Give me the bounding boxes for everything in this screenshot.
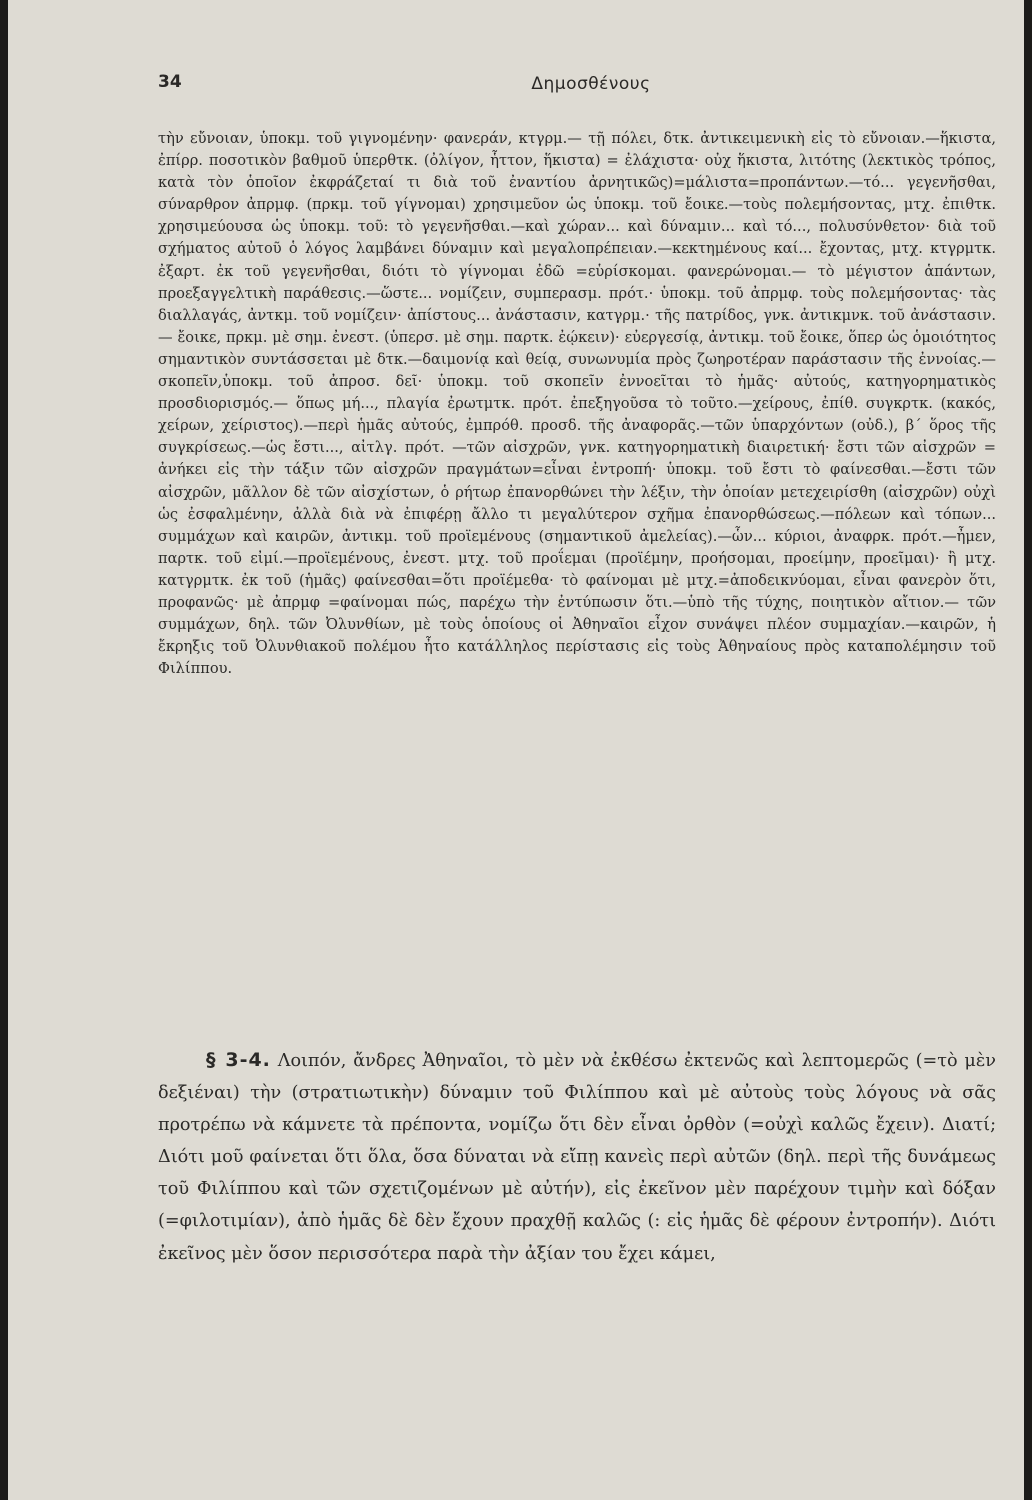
running-title: Δημοσθένους: [531, 74, 651, 94]
translation-paragraph: [158, 1044, 996, 1270]
book-page: [8, 0, 1024, 1500]
commentary-notes: [158, 128, 996, 680]
translation-section: [158, 1044, 996, 1270]
commentary-paragraph: τὴν εὔνοιαν, ὑποκμ. τοῦ γιγνομένην· φανεράν, κτγρμ.— τῇ πόλει, δτκ. ἀντικειμενικὴ εἰς τὸ εὔνοιαν.—ἥκιστα, ἐπίρρ. ποσοτικὸν βαθμοῦ ὑπερθτκ. (ὀλίγον, ἧττον, ἥκιστα) = ἐλάχιστα· οὐχ ἥκιστα, λιτότης (λεκτικὸς τρόπος, κατὰ τὸν ὁποῖον ἐκφράζεταί τι διὰ τοῦ ἐναντίου ἀρνητικῶς)=μάλιστα=προπάντων.—τό... γεγενῆσθαι, σύναρθρον ἀπρμφ. (πρκμ. τοῦ γίγνομαι) χρησιμεῦον ὡς ὑποκμ. τοῦ ἔοικε.—τοὺς πολεμήσοντας, μτχ. ἐπιθτκ. χρησιμεύουσα ὡς ὑποκμ. τοῦ: τὸ γεγενῆσθαι.—καὶ χώραν... καὶ δύναμιν... καὶ τό..., πολυσύνθετον· διὰ τοῦ σχήματος αὐτοῦ ὁ λόγος λαμβάνει δύναμιν καὶ μεγαλοπρέπειαν.—κεκτημένους καί... ἔχοντας, μτχ. κτγρμτκ. ἐξαρτ. ἐκ τοῦ γεγενῆσθαι, διότι τὸ γίγνομαι ἐδῶ =εὑρίσκομαι. φανερώνομαι.— τὸ μέγιστον ἁπάντων, προεξαγγελτικὴ παράθεσις.—ὥστε... νομίζειν, συμπερασμ. πρότ.· ὑποκμ. τοῦ ἀπρμφ. τοὺς πολεμήσοντας· τὰς διαλλαγάς, ἀντκμ. τοῦ νομίζειν· ἀπίστους... ἀνάστασιν, κατγρμ.· τῆς πατρίδος, γνκ. ἀντικμνκ. τοῦ ἀνάστασιν.— ἔοικε, πρκμ. μὲ σημ. ἐνεστ. (ὑπερσ. μὲ σημ. παρτκ. ἐῴκειν)· εὐεργεσίᾳ, ἀντικμ. τοῦ ἔοικε, ὅπερ ὡς ὁμοιότητος σημαντικὸν συντάσσεται μὲ δτκ.—δαιμονίᾳ καὶ θείᾳ, συνωνυμία πρὸς ζωηροτέραν παράστασιν τῆς ἐννοίας.— σκοπεῖν,ὑποκμ. τοῦ ἀπροσ. δεῖ· ὑποκμ. τοῦ σκοπεῖν ἐννοεῖται τὸ ἡμᾶς· αὐτούς, κατηγορηματικὸς προσδιορισμός.— ὅπως μή..., πλαγία ἐρωτμτκ. πρότ. ἐπεξηγοῦσα τὸ τοῦτο.—χείρους, ἐπίθ. συγκρτκ. (κακός, χείρων, χείριστος).—περὶ ἡμᾶς αὐτούς, ἐμπρόθ. προσδ. τῆς ἀναφορᾶς.—τῶν ὑπαρχόντων (οὐδ.), β´ ὅρος τῆς συγκρίσεως.—ὡς ἔστι..., αἰτλγ. πρότ. —τῶν αἰσχρῶν, γνκ. κατηγορηματικὴ διαιρετική· ἔστι τῶν αἰσχρῶν = ἀνήκει εἰς τὴν τάξιν τῶν αἰσχρῶν πραγμάτων=εἶναι ἐντροπή· ὑποκμ. τοῦ ἔστι τὸ φαίνεσθαι.—ἔστι τῶν αἰσχρῶν, μᾶλλον δὲ τῶν αἰσχίστων, ὁ ρήτωρ ἐπανορθώνει τὴν λέξιν, τὴν ὁποίαν μετεχειρίσθη (αἰσχρῶν) οὐχὶ ὡς ἐσφαλμένην, ἀλλὰ διὰ νὰ ἐπιφέρῃ ἄλλο τι μεγαλύτερον σχῆμα ἐπανορθώσεως.—πόλεων καὶ τόπων... συμμάχων καὶ καιρῶν, ἀντικμ. τοῦ προϊεμένους (σημαντικοῦ ἀμελείας).—ὧν... κύριοι, ἀναφρκ. πρότ.—ἦμεν, παρτκ. τοῦ εἰμί.—προϊεμένους, ἐνεστ. μτχ. τοῦ προΐεμαι (προϊέμην, προήσομαι, προείμην, προεῖμαι)· ἢ μτχ. κατγρμτκ. ἐκ τοῦ (ἡμᾶς) φαίνεσθαι=ὅτι προϊέμεθα· τὸ φαίνομαι μὲ μτχ.=ἀποδεικνύομαι, εἶναι φανερὸν ὅτι, προφανῶς· μὲ ἀπρμφ =φαίνομαι πώς, παρέχω τὴν ἐντύπωσιν ὅτι.—ὑπὸ τῆς τύχης, ποιητικὸν αἴτιον.— τῶν συμμάχων, δηλ. τῶν Ὀλυνθίων, μὲ τοὺς ὁποίους οἱ Ἀθηναῖοι εἶχον συνάψει πλέον συμμαχίαν.—καιρῶν, ἡ ἔκρηξις τοῦ Ὀλυνθιακοῦ πολέμου ἦτο κατάλληλος περίστασις εἰς τοὺς Ἀθηναίους πρὸς καταπολέμησιν τοῦ Φιλίππου.: [158, 130, 996, 678]
page-header: [158, 72, 984, 102]
section-label: § 3-4.: [206, 1049, 271, 1071]
page-number: 34: [158, 72, 182, 92]
translation-text: Λοιπόν, ἄνδρες Ἀθηναῖοι, τὸ μὲν νὰ ἐκθέσω ἐκτενῶς καὶ λεπτομερῶς (=τὸ μὲν δεξιέναι) τὴν (στρατιωτικὴν) δύναμιν τοῦ Φιλίππου καὶ μὲ αὐτοὺς τοὺς λόγους νὰ σᾶς προτρέπω νὰ κάμνετε τὰ πρέποντα, νομίζω ὅτι δὲν εἶναι ὀρθὸν (=οὐχὶ καλῶς ἔχειν). Διατί; Διότι μοῦ φαίνεται ὅτι ὅλα, ὅσα δύναται νὰ εἴπῃ κανεὶς περὶ αὐτῶν (δηλ. περὶ τῆς δυνάμεως τοῦ Φιλίππου καὶ τῶν σχετιζομένων μὲ αὐτήν), εἰς ἐκεῖνον μὲν παρέχουν τιμὴν καὶ δόξαν (=φιλοτιμίαν), ἀπὸ ἡμᾶς δὲ δὲν ἔχουν πραχθῇ καλῶς (: εἰς ἡμᾶς δὲ φέρουν ἐντροπήν). Διότι ἐκεῖνος μὲν ὅσον περισσότερα παρὰ τὴν ἀξίαν του ἔχει κάμει,: [158, 1051, 996, 1264]
